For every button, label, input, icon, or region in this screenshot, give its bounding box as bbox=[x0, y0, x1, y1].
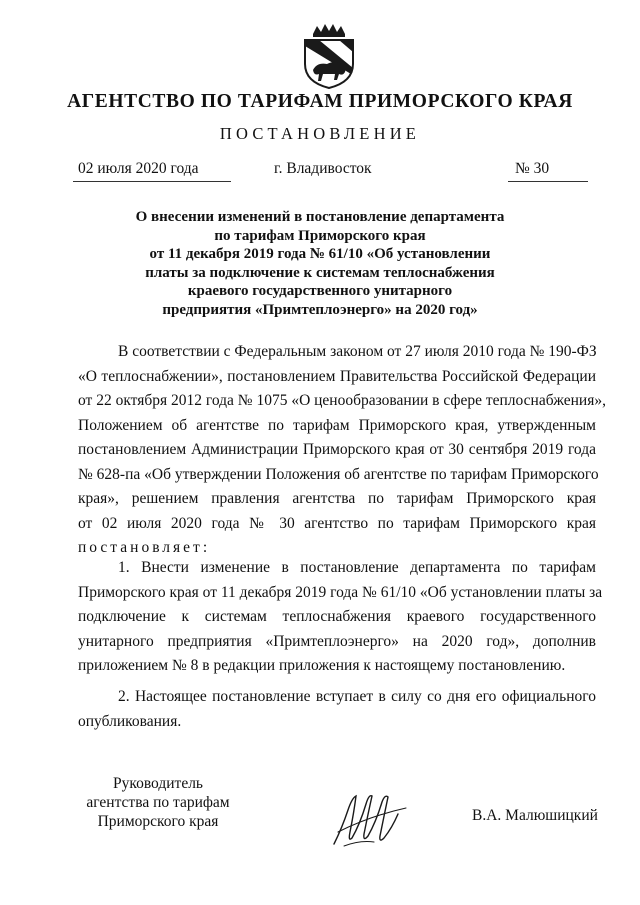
preamble-paragraph bbox=[78, 340, 606, 561]
agency-name: АГЕНТСТВО ПО ТАРИФАМ ПРИМОРСКОГО КРАЯ bbox=[67, 91, 573, 112]
text-line: края», решением правления агентства по тарифам Приморского края bbox=[78, 490, 596, 507]
title-line: от 11 декабря 2019 года № 61/10 «Об установлении bbox=[149, 246, 491, 262]
text-line: Приморского края от 11 декабря 2019 года № 61/10 «Об установлении платы за bbox=[78, 583, 603, 601]
number-underline bbox=[508, 181, 588, 182]
text-line: «О теплоснабжении», постановлением Правительства Российской Федерации bbox=[78, 367, 596, 385]
clause-2-paragraph bbox=[78, 685, 596, 734]
title-line: предприятия «Примтеплоэнерго» на 2020 год» bbox=[162, 301, 478, 318]
signatory-name: В.А. Малюшицкий bbox=[472, 807, 598, 824]
title-line: платы за подключение к системам теплоснабжения bbox=[145, 264, 495, 281]
text-line: подключение к системам теплоснабжения краевого государственного bbox=[78, 608, 596, 625]
document-city: г. Владивосток bbox=[274, 160, 372, 177]
title-line: по тарифам Приморского края bbox=[214, 227, 426, 244]
resolves-word: постановляет: bbox=[78, 539, 211, 556]
position-line: агентства по тарифам bbox=[86, 794, 230, 811]
text-line: 1. Внести изменение в постановление департамента по тарифам bbox=[118, 559, 596, 576]
position-line: Приморского края bbox=[97, 813, 219, 830]
signatory-position bbox=[78, 774, 238, 831]
text-line: 2. Настоящее постановление вступает в силу со дня его официального bbox=[118, 688, 596, 705]
text-line: В соответствии с Федеральным законом от 27 июля 2010 года № 190-ФЗ bbox=[118, 343, 597, 360]
title-line: О внесении изменений в постановление департамента bbox=[135, 209, 505, 225]
text-line: от 02 июля 2020 года № 30 агентство по тарифам Приморского края bbox=[78, 514, 596, 532]
coat-of-arms-emblem-icon bbox=[299, 24, 359, 90]
document-type: ПОСТАНОВЛЕНИЕ bbox=[219, 124, 421, 143]
text-line: постановлением Администрации Приморского края от 30 сентября 2019 года bbox=[78, 441, 596, 458]
handwritten-signature-icon bbox=[330, 788, 410, 850]
document-title bbox=[100, 208, 540, 319]
position-line: Руководитель bbox=[112, 775, 204, 792]
text-line: унитарного предприятия «Примтеплоэнерго» на 2020 год», дополнив bbox=[78, 632, 596, 650]
text-line: опубликования. bbox=[78, 712, 182, 730]
text-line: № 628-па «Об утверждении Положения об агентстве по тарифам Приморского bbox=[78, 465, 599, 483]
text-line: Положением об агентстве по тарифам Приморского края, утвержденным bbox=[78, 416, 596, 434]
document-number: № 30 bbox=[515, 160, 550, 177]
document-date: 02 июля 2020 года bbox=[78, 160, 199, 177]
clause-1-paragraph bbox=[78, 556, 603, 679]
text-line: приложением № 8 в редакции приложения к настоящему постановлению. bbox=[78, 657, 566, 674]
text-line: от 22 октября 2012 года № 1075 «О ценообразовании в сфере теплоснабжения», bbox=[78, 392, 606, 409]
date-underline bbox=[73, 181, 231, 182]
title-line: краевого государственного унитарного bbox=[187, 283, 453, 299]
